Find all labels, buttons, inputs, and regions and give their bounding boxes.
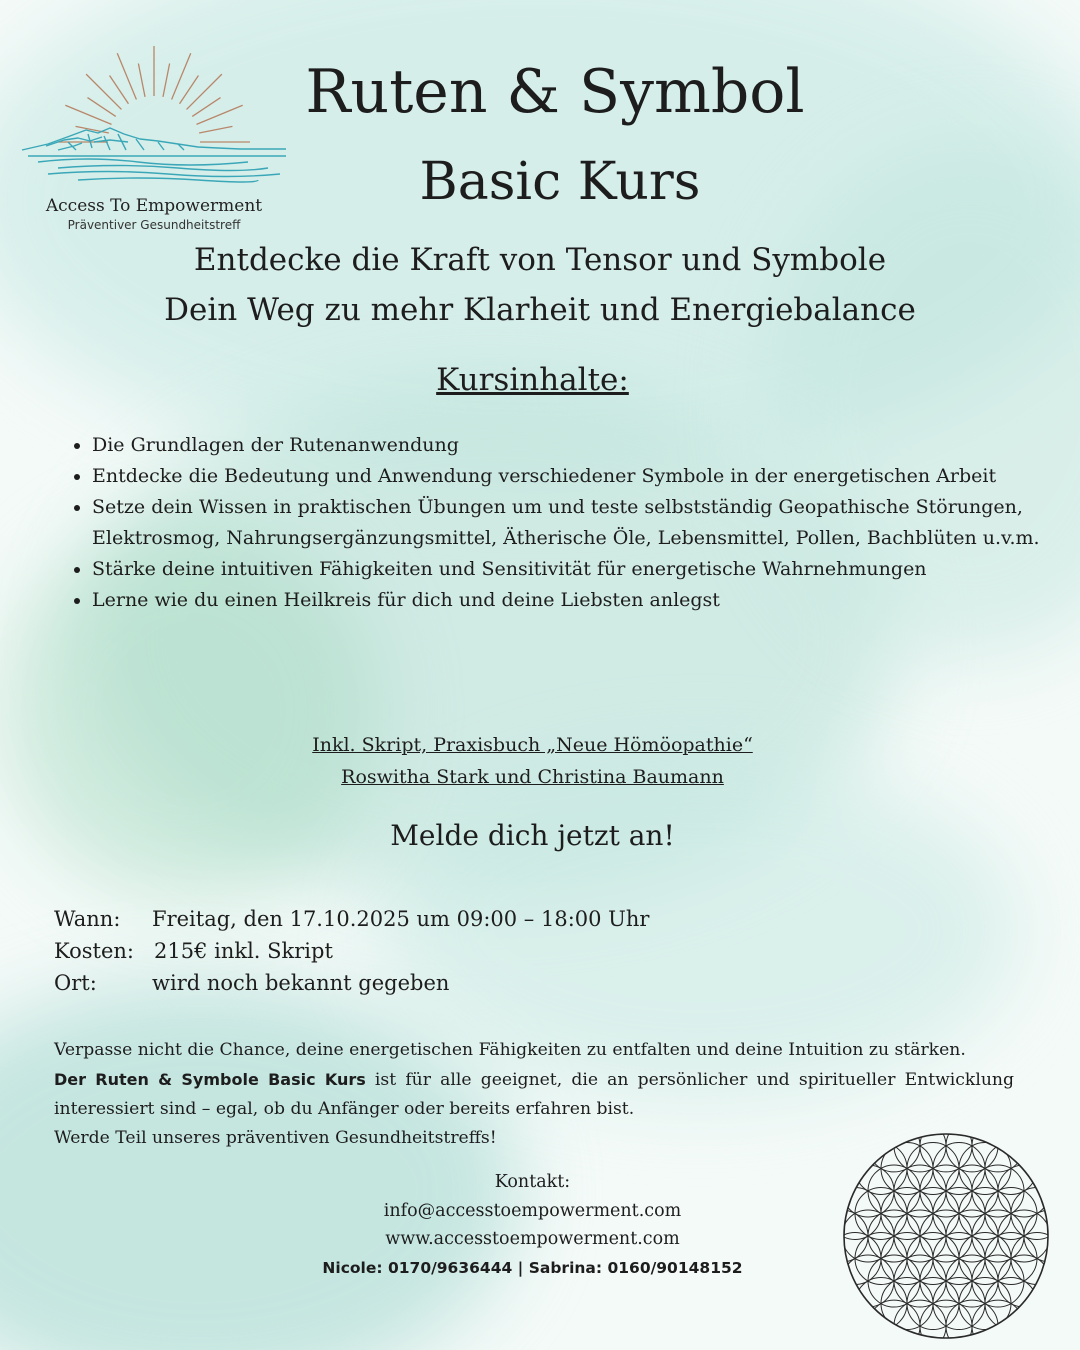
contact-label: Kontakt: <box>494 1172 571 1192</box>
list-item: • Entdecke die Bedeutung und Anwendung verschiedener Symbole in der energetischen Arbeit <box>92 461 1052 492</box>
when-label: Wann: <box>54 907 121 931</box>
course-name-bold: Der Ruten & Symbole Basic Kurs <box>54 1070 366 1089</box>
sun-ray <box>86 74 121 109</box>
logo-name: Access To Empowerment <box>45 196 263 216</box>
sun-ray <box>172 53 191 99</box>
cost-label: Kosten: <box>54 939 135 963</box>
sun-ray <box>199 126 232 133</box>
logo-subtitle: Präventiver Gesundheitstreff <box>67 218 241 232</box>
sun-ray <box>163 64 170 97</box>
paragraph-line: Verpasse nicht die Chance, deine energetischen Fähigkeiten zu entfalten und deine Intuition zu stärken. <box>54 1040 966 1060</box>
list-item: • Setze dein Wissen in praktischen Übungen um und teste selbstständig Geopathische Störungen, Elektrosmog, Nahrungsergänzungsmittel, Ätherische Öle, Lebensmittel, Pollen, Bachblüten u.v.m. <box>92 492 1052 554</box>
sun-ray <box>187 74 222 109</box>
sun-ray <box>117 53 136 99</box>
sun-ray <box>65 105 111 124</box>
course-content-list <box>60 430 1052 616</box>
included-materials: Inkl. Skript, Praxisbuch „Neue Hömöopathie“ <box>312 734 753 756</box>
title-line-1: Ruten & Symbol <box>305 57 805 127</box>
subtitle-line-1: Entdecke die Kraft von Tensor und Symbole <box>193 242 887 278</box>
paragraph-text: ist für alle geeignet, die an persönlicher und spiritueller Entwicklung interessiert sind – egal, ob du Anfänger oder bereits erfahren bist. <box>54 1070 1014 1119</box>
contact-block <box>250 1168 815 1282</box>
list-item: • Stärke deine intuitiven Fähigkeiten und Sensitivität für energetische Wahrnehmungen <box>92 554 1052 585</box>
when-value: Freitag, den 17.10.2025 um 09:00 – 18:00 Uhr <box>152 907 650 931</box>
mountain-sunburst-icon <box>18 38 290 198</box>
contact-website[interactable]: www.accesstoempowerment.com <box>385 1229 680 1249</box>
call-to-action: Melde dich jetzt an! <box>390 819 675 852</box>
flower-of-life-icon <box>840 1130 1052 1342</box>
contact-phones: Nicole: 0170/9636444 | Sabrina: 0160/90148152 <box>322 1258 743 1277</box>
list-item: • Lerne wie du einen Heilkreis für dich und deine Liebsten anlegst <box>92 585 1052 616</box>
sun-ray <box>138 64 145 97</box>
brand-logo <box>18 38 290 238</box>
paragraph-line: Werde Teil unseres präventiven Gesundheitstreffs! <box>54 1128 497 1148</box>
cost-value: 215€ inkl. Skript <box>154 939 333 963</box>
subtitle-line-2: Dein Weg zu mehr Klarheit und Energiebalance <box>164 292 916 328</box>
paragraph-body <box>54 1065 1014 1124</box>
included-authors: Roswitha Stark und Christina Baumann <box>341 766 724 788</box>
list-item: • Die Grundlagen der Rutenanwendung <box>92 430 1052 461</box>
title-line-2: Basic Kurs <box>419 152 701 212</box>
course-heading: Kursinhalte: <box>436 362 629 398</box>
place-label: Ort: <box>54 971 97 995</box>
contact-email[interactable]: info@accesstoempowerment.com <box>383 1200 682 1221</box>
sun-ray <box>196 105 242 124</box>
place-value: wird noch bekannt gegeben <box>152 971 450 995</box>
